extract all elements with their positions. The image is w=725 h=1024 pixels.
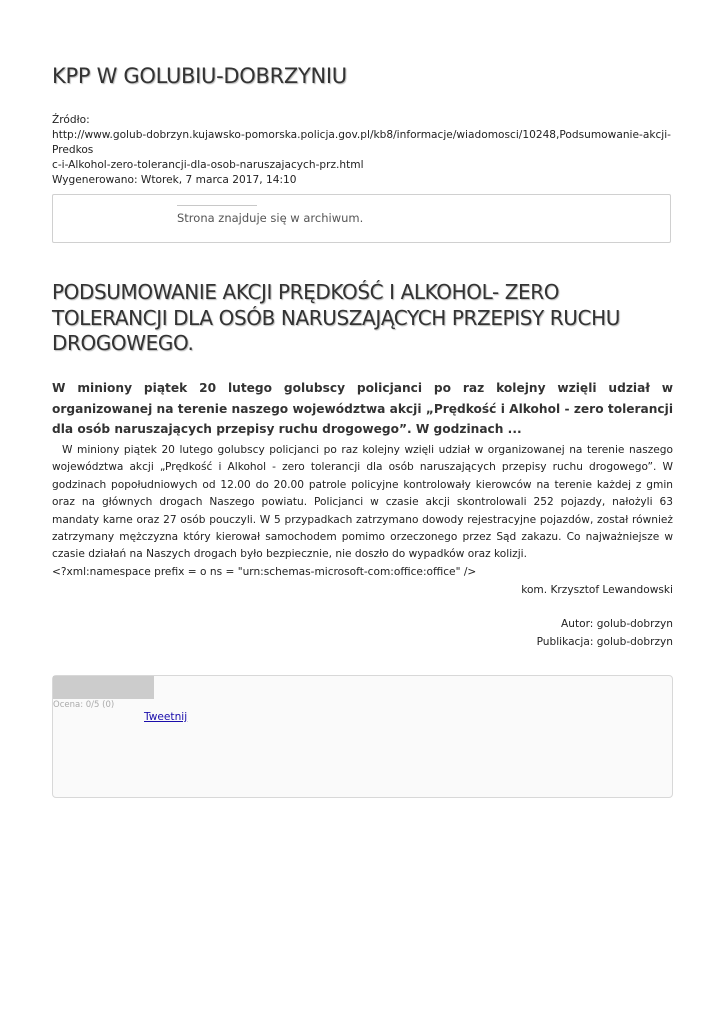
article-lead: W miniony piątek 20 lutego golubscy policjanci po raz kolejny wzięli udział w organizowanej na terenie naszego województwa akcji „Prędkość i Alkohol - zero tolerancji dla osób naruszających przepisy ruchu drogowego”. W godzinach ...: [52, 381, 673, 436]
archive-notice: Strona znajduje się w archiwum.: [177, 211, 364, 225]
tweet-link[interactable]: Tweetnij: [144, 711, 188, 723]
source-label: Źródło:: [52, 114, 90, 126]
source-url-line-1: http://www.golub-dobrzyn.kujawsko-pomorska.policja.gov.pl/kb8/informacje/wiadomosci/10248,Podsumowanie-akcji-Predkos: [52, 129, 671, 156]
article-title: PODSUMOWANIE AKCJI PRĘDKOŚĆ I ALKOHOL- ZERO TOLERANCJI DLA OSÓB NARUSZAJĄCYCH PRZEPISY RUCHU DROGOWEGO.: [52, 280, 620, 355]
archive-divider: [177, 205, 257, 206]
generated-date: Wygenerowano: Wtorek, 7 marca 2017, 14:10: [52, 174, 297, 186]
rating-text: Ocena: 0/5 (0): [53, 700, 115, 710]
article-body: W miniony piątek 20 lutego golubscy policjanci po raz kolejny wzięli udział w organizowanej na terenie naszego województwa akcji „Prędkość i Alkohol - zero tolerancji dla osób naruszających przepisy ruchu drogowego”. W godzinach popołudniowych od 12.00 do 20.00 patrole policyjne kontrolowały kierowców na terenie każdej z gmin oraz na głównych drogach Naszego powiatu. Policjanci w czasie akcji skontrolowali 252 pojazdy, nałożyli 63 mandaty karne oraz 27 osób pouczyli. W 5 przypadkach zatrzymano dowody rejestracyjne pojazdów, został również zatrzymany mężczyzna który kierował samochodem pomimo orzeczonego przez Sąd zakazu. Co najważniejsze w czasie działań na Naszych drogach było bezpiecznie, nie doszło do wypadków oraz kolizji.: [52, 444, 673, 561]
rating-stars-bar[interactable]: [53, 676, 154, 699]
source-info: [52, 113, 677, 188]
article-publication: Publikacja: golub-dobrzyn: [536, 636, 673, 648]
article-author: Autor: golub-dobrzyn: [561, 618, 673, 630]
site-title: KPP W GOLUBIU-DOBRZYNIU: [52, 64, 347, 88]
source-url-line-2: c-i-Alkohol-zero-tolerancji-dla-osob-naruszajacych-prz.html: [52, 159, 364, 171]
rating-box: [52, 675, 673, 798]
article-signature: kom. Krzysztof Lewandowski: [521, 584, 673, 596]
xml-namespace-line: <?xml:namespace prefix = o ns = "urn:schemas-microsoft-com:office:office" />: [52, 566, 477, 578]
archive-notice-box: [52, 194, 671, 243]
